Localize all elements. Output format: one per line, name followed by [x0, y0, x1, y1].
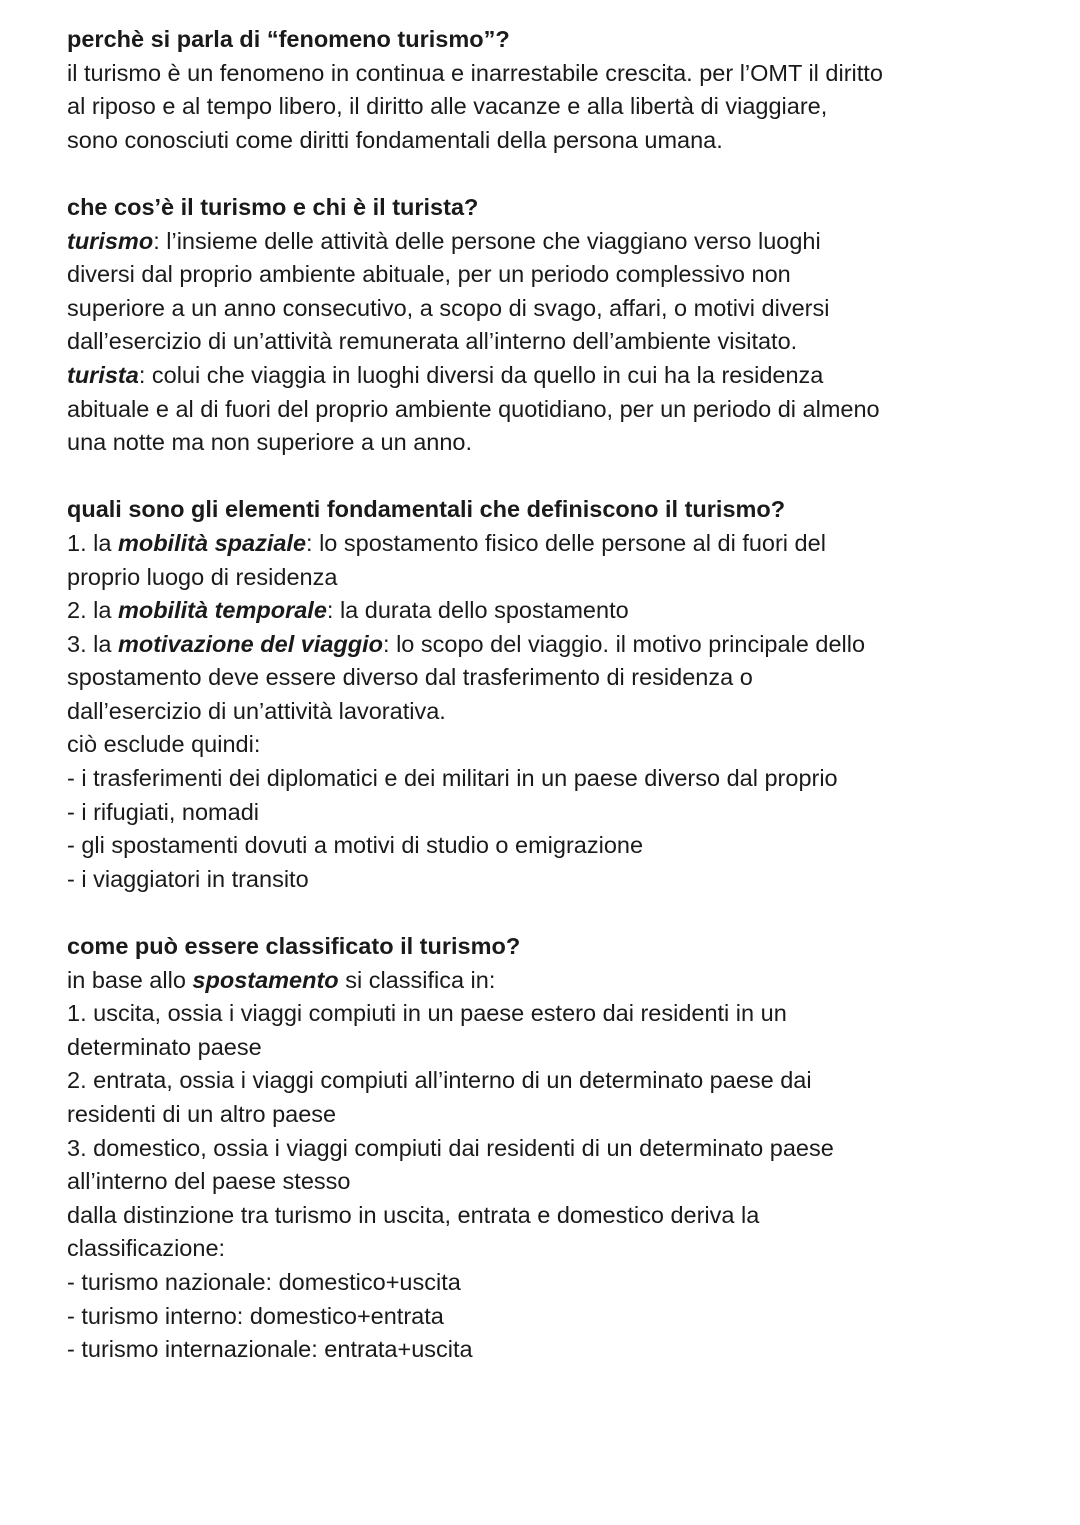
list-item: [67, 594, 1027, 628]
paragraph-line: 2. entrata, ossia i viaggi compiuti all’interno di un determinato paese dai: [67, 1067, 812, 1094]
term-mobilita-temporale: mobilità temporale: [117, 597, 327, 624]
paragraph-line: dall’esercizio di un’attività remunerata all’interno dell’ambiente visitato.: [67, 328, 798, 355]
section-fenomeno-turismo: [67, 23, 1027, 157]
list-item: - turismo interno: domestico+entrata: [67, 1302, 444, 1329]
section-heading: che cos’è il turismo e chi è il turista?: [67, 193, 479, 220]
document-page: [67, 23, 1027, 1367]
section-spacer: [67, 157, 1027, 191]
term-turismo: turismo: [67, 227, 154, 254]
item-prefix: 1. la: [67, 529, 118, 556]
section-spacer: [67, 460, 1027, 494]
paragraph-line: classificazione:: [67, 1235, 226, 1262]
section-heading: perchè si parla di “fenomeno turismo”?: [67, 26, 510, 52]
paragraph-line: sono conosciuti come diritti fondamentali della persona umana.: [67, 126, 723, 153]
paragraph-line: dall’esercizio di un’attività lavorativa.: [67, 697, 446, 724]
excludes-intro: ciò esclude quindi:: [67, 731, 261, 758]
paragraph-line: diversi dal proprio ambiente abituale, per un periodo complessivo non: [67, 261, 791, 288]
definition-turista: [67, 359, 1027, 393]
paragraph-line: dalla distinzione tra turismo in uscita, entrata e domestico deriva la: [67, 1201, 760, 1228]
term-motivazione-viaggio: motivazione del viaggio: [117, 630, 384, 657]
paragraph-line: 1. uscita, ossia i viaggi compiuti in un paese estero dai residenti in un: [67, 1000, 787, 1027]
section-classificazione: [67, 930, 1027, 1367]
definition-turismo: [67, 225, 1027, 259]
list-item: - gli spostamenti dovuti a motivi di studio o emigrazione: [67, 832, 644, 859]
paragraph-line: superiore a un anno consecutivo, a scopo di svago, affari, o motivi diversi: [67, 294, 830, 321]
paragraph-line: proprio luogo di residenza: [67, 563, 338, 590]
term-spostamento: spostamento: [192, 966, 339, 993]
section-heading: quali sono gli elementi fondamentali che definiscono il turismo?: [67, 496, 786, 523]
paragraph-line: determinato paese: [67, 1033, 262, 1060]
section-spacer: [67, 896, 1027, 930]
definition-text: : l’insieme delle attività delle persone che viaggiano verso luoghi: [153, 227, 821, 254]
item-text: : lo scopo del viaggio. il motivo principale dello: [383, 630, 866, 657]
paragraph-line: al riposo e al tempo libero, il diritto alle vacanze e alla libertà di viaggiare,: [67, 93, 828, 120]
paragraph-line: [67, 964, 1027, 998]
list-item: - i rifugiati, nomadi: [67, 798, 259, 825]
item-prefix: 3. la: [67, 630, 118, 657]
list-item: - i viaggiatori in transito: [67, 865, 309, 892]
section-elementi-fondamentali: [67, 493, 1027, 896]
term-mobilita-spaziale: mobilità spaziale: [117, 529, 307, 556]
paragraph-line: residenti di un altro paese: [67, 1101, 337, 1127]
paragraph-line: abituale e al di fuori del proprio ambiente quotidiano, per un periodo di almeno: [67, 395, 880, 422]
paragraph-line: all’interno del paese stesso: [67, 1168, 351, 1195]
section-heading: come può essere classificato il turismo?: [67, 933, 521, 960]
term-turista: turista: [67, 361, 139, 388]
item-prefix: 2. la: [67, 597, 118, 624]
item-text: : lo spostamento fisico delle persone al di fuori del: [306, 529, 826, 556]
list-item: - i trasferimenti dei diplomatici e dei militari in un paese diverso dal proprio: [67, 765, 838, 792]
list-item: - turismo nazionale: domestico+uscita: [67, 1268, 461, 1295]
list-item: [67, 527, 1027, 561]
list-item: [67, 628, 1027, 662]
intro-prefix: in base allo: [67, 966, 193, 993]
definition-text: : colui che viaggia in luoghi diversi da quello in cui ha la residenza: [138, 361, 824, 388]
paragraph-line: il turismo è un fenomeno in continua e inarrestabile crescita. per l’OMT il diritto: [67, 59, 883, 86]
intro-text: si classifica in:: [338, 966, 496, 993]
list-item: - turismo internazionale: entrata+uscita: [67, 1336, 473, 1363]
item-text: : la durata dello spostamento: [326, 597, 629, 624]
section-definizioni: [67, 191, 1027, 460]
paragraph-line: spostamento deve essere diverso dal trasferimento di residenza o: [67, 664, 753, 691]
paragraph-line: una notte ma non superiore a un anno.: [67, 429, 473, 456]
paragraph-line: 3. domestico, ossia i viaggi compiuti dai residenti di un determinato paese: [67, 1134, 834, 1161]
